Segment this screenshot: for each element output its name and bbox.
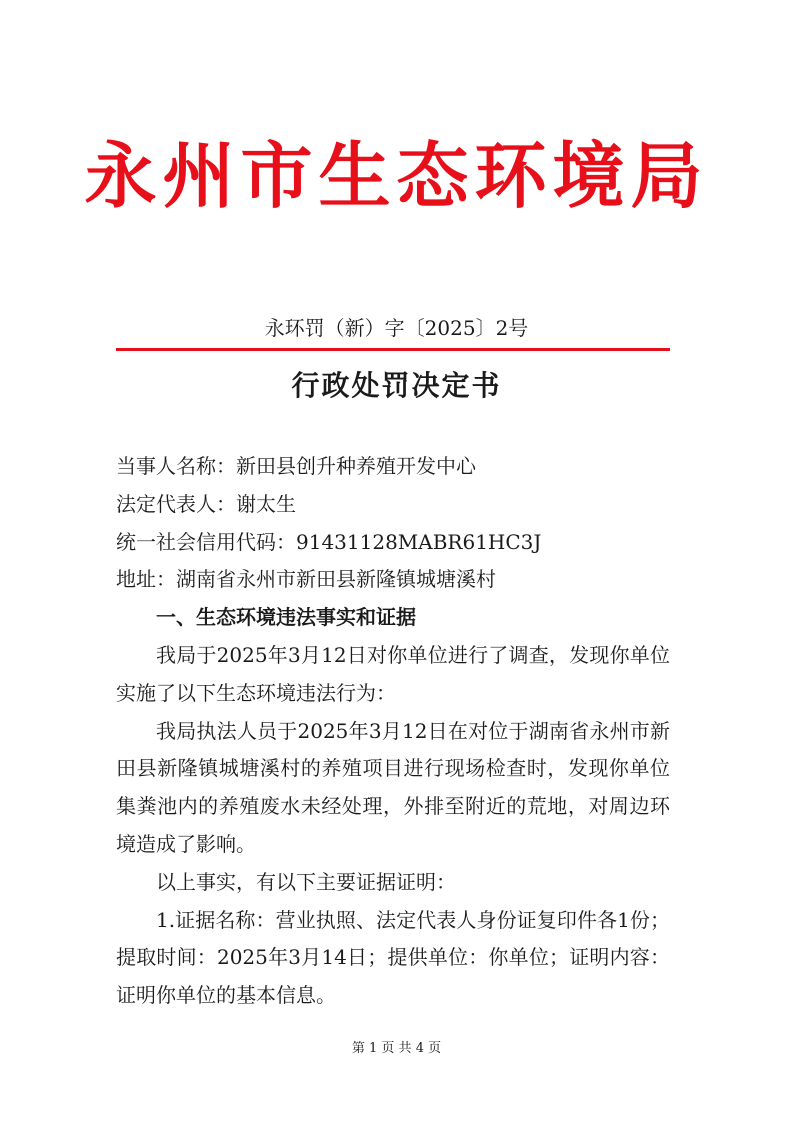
page-number: 第 1 页 共 4 页 bbox=[351, 1041, 442, 1056]
document-title: 行政处罚决定书 bbox=[291, 369, 502, 402]
document-number: 永环罚（新）字〔2025〕2号 bbox=[264, 316, 529, 340]
paragraph-investigation: 我局于2025年3月12日对你单位进行了调查，发现你单位实施了以下生态环境违法行为： bbox=[116, 642, 670, 705]
paragraph-violation-facts: 我局执法人员于2025年3月12日在对位于湖南省永州市新田县新隆镇城塘溪村的养殖项目进行现场检查时，发现你单位集粪池内的养殖废水未经处理，外排至附近的荒地，对周边环境造成了影响。 bbox=[116, 718, 670, 856]
red-divider-line bbox=[116, 348, 670, 351]
document-body bbox=[116, 448, 670, 1015]
party-name: 当事人名称：新田县创升种养殖开发中心 bbox=[116, 454, 476, 478]
credit-code: 统一社会信用代码：91431128MABR61HC3J bbox=[116, 529, 542, 554]
paragraph-evidence-intro: 以上事实，有以下主要证据证明： bbox=[156, 869, 456, 894]
agency-masthead: 永州市生态环境局 bbox=[84, 134, 709, 218]
evidence-item-1: 1.证据名称：营业执照、法定代表人身份证复印件各1份；提取时间：2025年3月14日；提供单位：你单位；证明内容：证明你单位的基本信息。 bbox=[116, 907, 670, 1008]
legal-representative: 法定代表人：谢太生 bbox=[116, 491, 296, 516]
section-heading-facts: 一、生态环境违法事实和证据 bbox=[156, 605, 416, 630]
party-address: 地址：湖南省永州市新田县新隆镇城塘溪村 bbox=[116, 567, 496, 592]
